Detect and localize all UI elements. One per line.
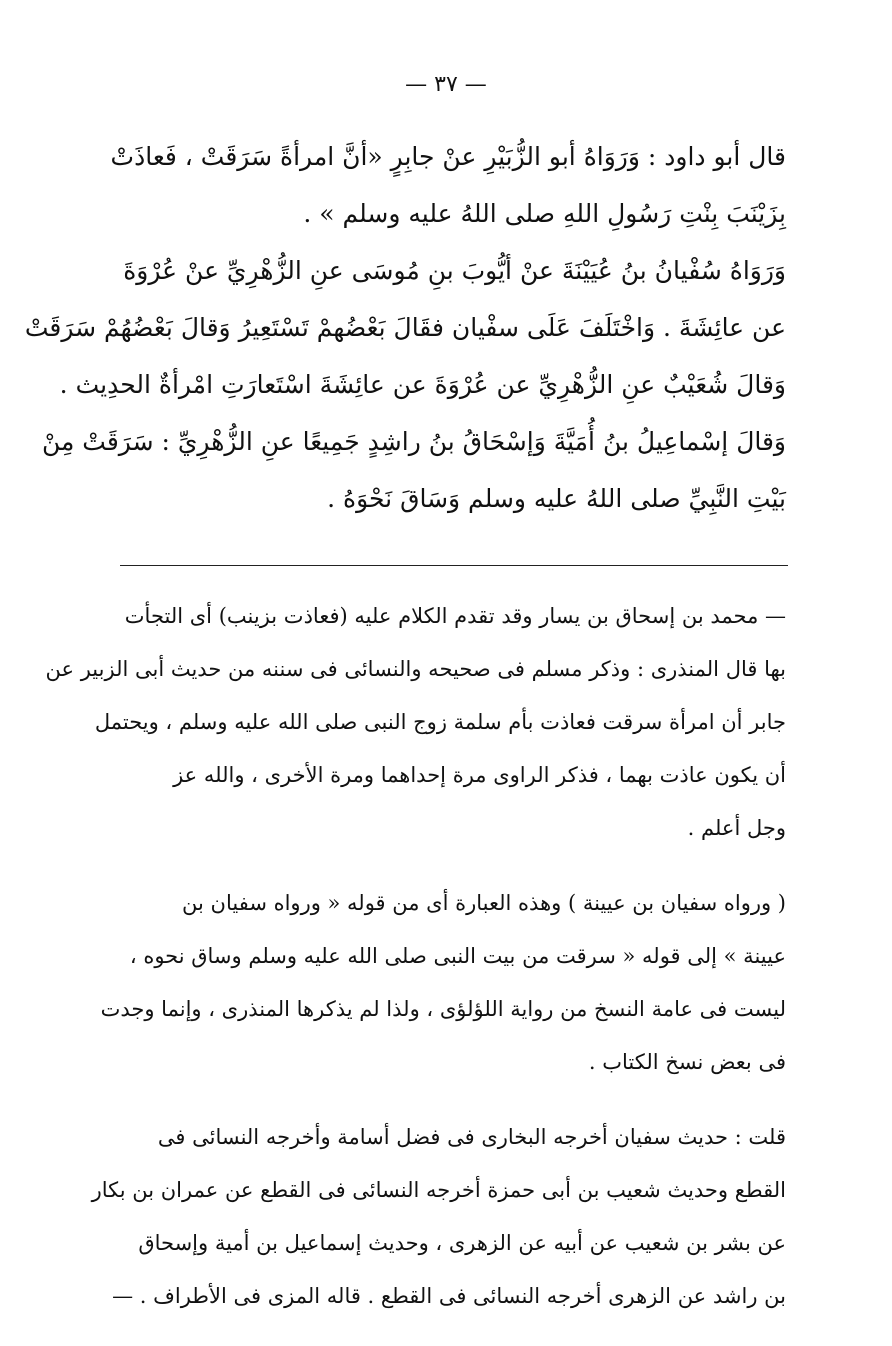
- footnote-line: — محمد بن إسحاق بن يسار وقد تقدم الكلام عليه (فعاذت بزينب) أى التجأت: [124, 604, 786, 628]
- footnote-paragraph: [91, 1111, 786, 1323]
- main-text-line: بِزَيْنَبَ بِنْتِ رَسُولِ اللهِ صلى اللهُ عليه وسلم » .: [303, 199, 786, 228]
- main-text-line: قال أبو داود : وَرَوَاهُ أبو الزُّبَيْرِ عنْ جابِرٍ «أنَّ امرأةً سَرَقَتْ ، فَعاذَتْ: [110, 142, 786, 171]
- footnote-line: عن بشر بن شعيب عن أبيه عن الزهرى ، وحديث إسماعيل بن أمية وإسحاق: [138, 1231, 786, 1255]
- footnote-line: القطع وحديث شعيب بن أبى حمزة أخرجه النسائى فى القطع عن عمران بن بكار: [91, 1178, 786, 1202]
- main-text-line: عن عائِشَةَ . وَاخْتَلَفَ عَلَى سفْيان فقَالَ بَعْضُهمْ تَسْتَعِيرُ وَقالَ بَعْضُهُمْ سَرَقَتْ: [24, 313, 786, 342]
- footnote-separator: [120, 565, 788, 566]
- footnote-line: وجل أعلم .: [687, 816, 786, 840]
- footnote-paragraph: [45, 590, 786, 855]
- footnote-line: أن يكون عاذت بهما ، فذكر الراوى مرة إحداهما ومرة الأخرى ، والله عز: [173, 763, 786, 787]
- footnote-line: بها قال المنذرى : وذكر مسلم فى صحيحه والنسائى فى سننه من حديث أبى الزبير عن: [45, 657, 786, 681]
- footnotes: [45, 590, 786, 1345]
- footnote-line: فى بعض نسخ الكتاب .: [588, 1050, 786, 1074]
- page-number: — ٣٧ —: [405, 72, 487, 97]
- main-text-line: بَيْتِ النَّبِيِّ صلى اللهُ عليه وسلم وَسَاقَ نَحْوَهُ .: [327, 484, 786, 513]
- footnote-line: جابر أن امرأة سرقت فعاذت بأم سلمة زوج النبى صلى الله عليه وسلم ، ويحتمل: [94, 710, 786, 734]
- footnote-line: عيينة » إلى قوله « سرقت من بيت النبى صلى الله عليه وسلم وساق نحوه ،: [129, 944, 786, 968]
- main-text-line: وَقالَ شُعَيْبٌ عنِ الزُّهْرِيِّ عن عُرْوَةَ عن عائِشَةَ اسْتَعارَتِ امْرأةٌ الحدِيث .: [59, 370, 786, 399]
- footnote-line: قلت : حديث سفيان أخرجه البخارى فى فضل أسامة وأخرجه النسائى فى: [157, 1125, 786, 1149]
- footnote-paragraph: [100, 877, 786, 1089]
- footnote-line: بن راشد عن الزهرى أخرجه النسائى فى القطع . قاله المزى فى الأطراف . —: [112, 1284, 786, 1308]
- footnote-line: ليست فى عامة النسخ من رواية اللؤلؤى ، ولذا لم يذكرها المنذرى ، وإنما وجدت: [100, 997, 786, 1021]
- main-text-line: وَقالَ إسْماعِيلُ بنُ أُمَيَّةَ وَإسْحَاقُ بنُ راشِدٍ جَمِيعًا عنِ الزُّهْرِيِّ : سَرَقَتْ مِنْ: [41, 427, 786, 456]
- main-text-line: وَرَوَاهُ سُفْيانُ بنُ عُيَيْنَةَ عنْ أيُّوبَ بنِ مُوسَى عنِ الزُّهْرِيِّ عنْ عُرْوَةَ: [123, 256, 786, 285]
- main-text: [24, 128, 786, 527]
- footnote-line: ( ورواه سفيان بن عيينة ) وهذه العبارة أى من قوله « ورواه سفيان بن: [182, 891, 786, 915]
